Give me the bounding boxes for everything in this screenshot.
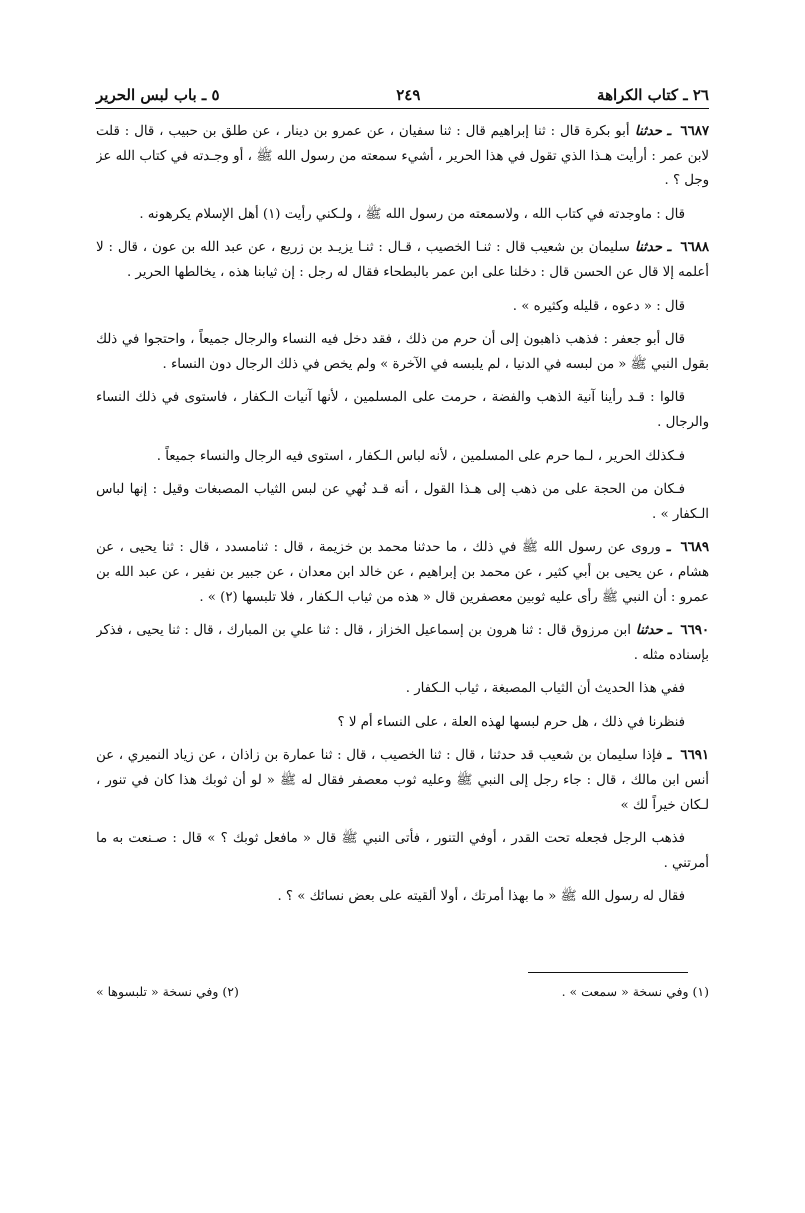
hadith-lead: ـ حدثنا bbox=[629, 240, 677, 256]
paragraph bbox=[96, 536, 709, 610]
hadith-lead: ـ bbox=[660, 540, 677, 556]
paragraph-text: فـكذلك الحرير ، لـما حرم على المسلمين ، لأنه لباس الـكفار ، استوى فيه الرجال والنساء جميعاً . bbox=[156, 448, 685, 464]
paragraph bbox=[96, 236, 709, 285]
page-header bbox=[96, 70, 709, 104]
hadith-lead: ـ حدثنا bbox=[630, 623, 677, 639]
paragraph bbox=[96, 677, 709, 702]
paragraph bbox=[96, 619, 709, 668]
paragraph-text: فإذا سليمان بن شعيب قد حدثنا ، قال : ثنا الخصيب ، قال : ثنا عمارة بن زاذان ، عن زياد النميري ، عن أنس ابن مالك ، قال : جاء رجل إلى النبي ﷺ وعليه ثوب معصفر فقال له ﷺ « لو أن ثوبك هذا كان في تنور ، لـكان خيراً لك » bbox=[96, 748, 709, 813]
paragraph-text: ففي هذا الحديث أن الثياب المصبغة ، ثياب الـكفار . bbox=[405, 681, 685, 697]
hadith-number: ٦٦٨٩ bbox=[680, 540, 709, 556]
paragraph-text: قال : « دعوه ، قليله وكثيره » . bbox=[512, 298, 685, 314]
paragraph-text: فـكان من الحجة على من ذهب إلى هـذا القول ، أنه قـد نُهي عن لبس الثياب المصبغات وقيل : إنها لباس الـكفار » . bbox=[96, 482, 709, 522]
paragraph-text: فنظرنا في ذلك ، هل حرم لبسها لهذه العلة ، على النساء أم لا ؟ bbox=[337, 714, 685, 730]
paragraph bbox=[96, 120, 709, 194]
book-title: ٢٦ ـ كتاب الكراهة bbox=[597, 86, 709, 104]
paragraph bbox=[96, 827, 709, 876]
text-body bbox=[96, 120, 709, 965]
paragraph-text: أبو بكرة قال : ثنا إبراهيم قال : ثنا سفيان ، عن عمرو بن دينار ، عن طلق بن حبيب ، قال : قلت لابن عمر : أرأيت هـذا الذي تقول في هذا الحرير ، أشيء سمعته من رسول الله ﷺ ، أو وجـدته في كتاب الله عز وجل ؟ . bbox=[96, 124, 709, 189]
paragraph-text: سليمان بن شعيب قال : ثنـا الخصيب ، قـال : ثنـا يزيـد بن زريع ، عن عبد الله بن عون ، قال : لا أعلمه إلا قال عن الحسن قال : دخلنا على ابن عمر بالبطحاء فقال له رجل : إن ثيابنا هذه ، يخالطها الحرير . bbox=[96, 240, 709, 280]
paragraph bbox=[96, 478, 709, 527]
hadith-number: ٦٦٩١ bbox=[680, 748, 709, 764]
paragraph bbox=[96, 386, 709, 435]
paragraph-text: قال : ماوجدته في كتاب الله ، ولاسمعته من رسول الله ﷺ ، ولـكني رأيت (١) أهل الإسلام يكرهونه . bbox=[139, 206, 685, 222]
hadith-number: ٦٦٨٧ bbox=[680, 124, 709, 139]
hadith-number: ٦٦٩٠ bbox=[680, 623, 709, 639]
paragraph bbox=[96, 295, 709, 320]
hadith-lead: ـ حدثنا bbox=[629, 124, 677, 139]
paragraph-text: فذهب الرجل فجعله تحت القدر ، أوفي التنور ، فأتى النبي ﷺ قال « مافعل ثوبك ؟ » قال : صـنعت به ما أمرتني . bbox=[96, 831, 709, 871]
footnotes bbox=[96, 984, 709, 1008]
paragraph bbox=[96, 885, 709, 910]
paragraph-text: ابن مرزوق قال : ثنا هرون بن إسماعيل الخزاز ، قال : ثنا علي بن المبارك ، قال : ثنا يحيى ، فذكر بإسناده مثله . bbox=[96, 623, 709, 663]
header-rule bbox=[96, 108, 709, 109]
paragraph bbox=[96, 711, 709, 736]
paragraph-text: قالوا : قـد رأينا آنية الذهب والفضة ، حرمت على المسلمين ، لأنها آنيات الـكفار ، فاستوى في ذلك النساء والرجال . bbox=[96, 390, 709, 430]
page-number: ٢٤٩ bbox=[396, 86, 421, 104]
hadith-number: ٦٦٨٨ bbox=[680, 240, 709, 256]
paragraph bbox=[96, 744, 709, 818]
footnote-2: (٢) وفي نسخة « تلبسوها » bbox=[96, 984, 239, 999]
paragraph bbox=[96, 203, 709, 228]
paragraph-text: فقال له رسول الله ﷺ « ما بهذا أمرتك ، أولا ألقيته على بعض نسائك » ؟ . bbox=[277, 889, 685, 905]
paragraph bbox=[96, 445, 709, 470]
footnote-1: (١) وفي نسخة « سمعت » . bbox=[561, 984, 709, 999]
footnote-rule bbox=[528, 972, 688, 973]
chapter-title: ٥ ـ باب لبس الحرير bbox=[96, 86, 220, 104]
paragraph-text: وروى عن رسول الله ﷺ في ذلك ، ما حدثنا محمد بن خزيمة ، قال : ثنامسدد ، قال : ثنا يحيى ، عن هشام ، عن يحيى بن أبي كثير ، عن محمد بن إبراهيم ، عن خالد ابن معدان ، عن جبير بن نفير ، عن عبد الله بن عمرو : أن النبي ﷺ رأى عليه ثوبين معصفرين قال « هذه من ثياب الـكفار ، فلا تلبسها (٢) » . bbox=[96, 540, 709, 605]
paragraph bbox=[96, 328, 709, 377]
hadith-lead: ـ bbox=[662, 748, 677, 764]
paragraph-text: قال أبو جعفر : فذهب ذاهبون إلى أن حرم من ذلك ، فقد دخل فيه النساء والرجال جميعاً ، واحتجوا في ذلك بقول النبي ﷺ « من لبسه في الدنيا ، لم يلبسه في الآخرة » ولم يخص في ذلك الرجال دون النساء . bbox=[96, 332, 709, 372]
